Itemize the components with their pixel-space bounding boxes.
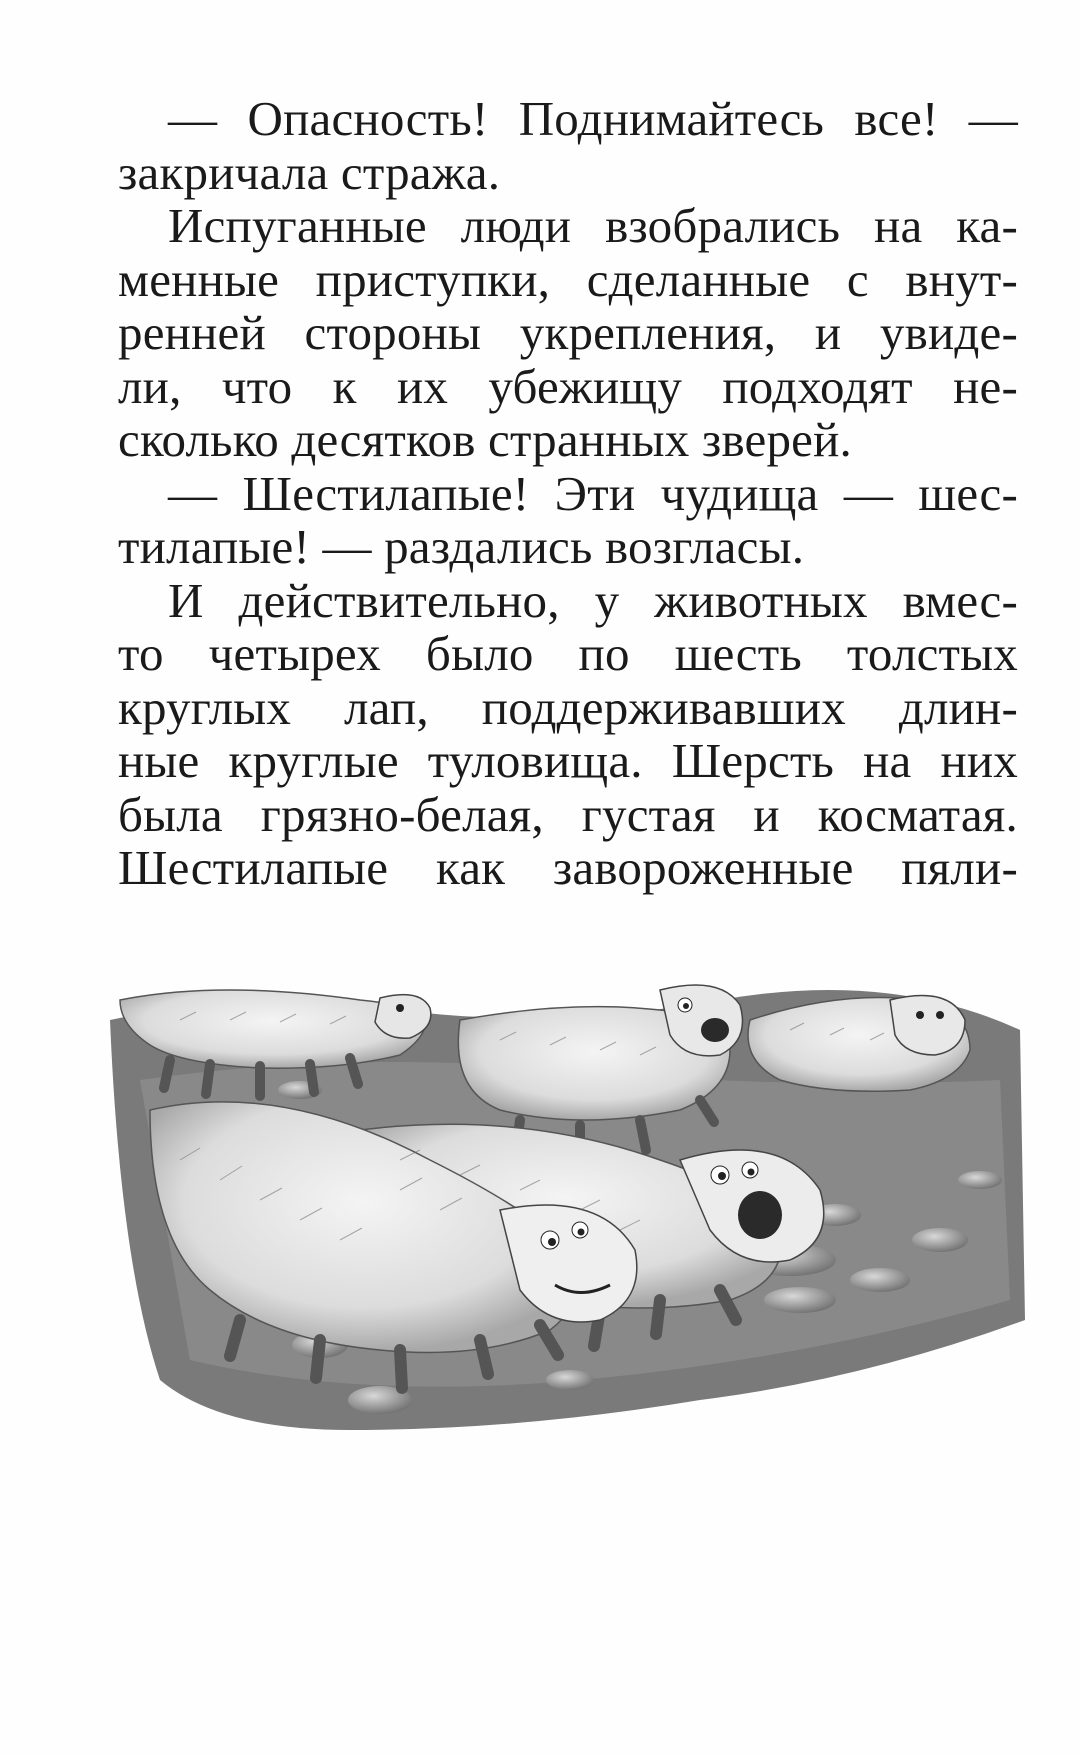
illustration-svg (100, 960, 1030, 1480)
body-text (118, 92, 1018, 895)
text-line: ренней стороны укрепления, и увиде- (118, 305, 1018, 360)
text-line: сколько десятков странных зверей. (118, 412, 852, 467)
text-line: И действительно, у животных вмес- (168, 572, 1018, 628)
six-legged-beasts-illustration (100, 960, 1030, 1480)
text-line: закричала стража. (118, 144, 501, 200)
text-line: Испуганные люди взобрались на ка- (168, 198, 1018, 253)
text-line: — Опасность! Поднимайтесь все! — (168, 91, 1018, 146)
text-line: ные круглые туловища. Шерсть на них (118, 733, 1018, 788)
text-line: менные приступки, сделанные с внут- (118, 251, 1018, 307)
text-line: Шестилапые как завороженные пяли- (118, 840, 1018, 895)
text-line: была грязно-белая, густая и косматая. (118, 786, 1018, 842)
text-line: ли, что к их убежищу подходят не- (118, 358, 1018, 414)
text-line: тилапые! — раздались возгласы. (118, 519, 805, 574)
text-line: — Шестилапые! Эти чудища — шес- (168, 465, 1018, 521)
text-line: круглых лап, поддерживавших длин- (118, 679, 1018, 735)
text-line: то четырех было по шесть толстых (118, 626, 1018, 681)
